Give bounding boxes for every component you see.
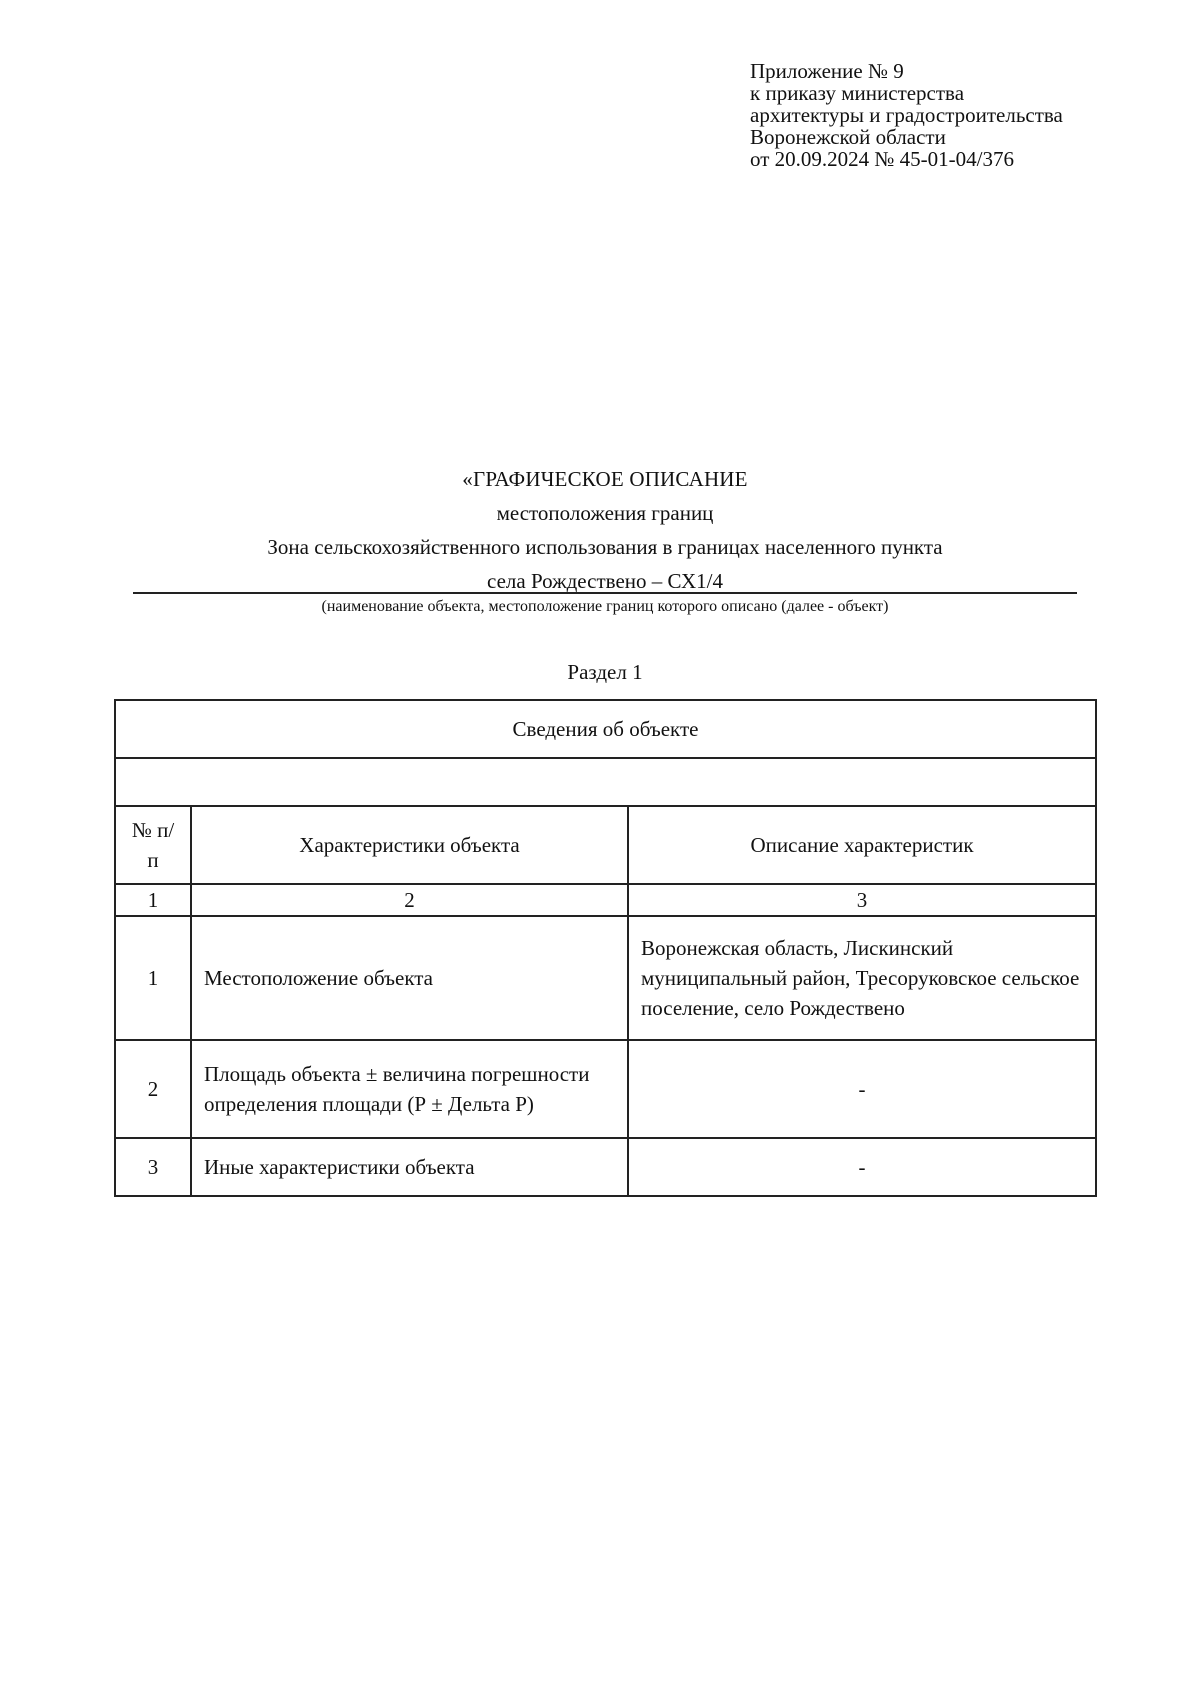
row-description: Воронежская область, Лискинский муниципальный район, Тресоруковское сельское поселение, село Рождествено xyxy=(628,916,1096,1040)
appendix-note xyxy=(750,60,1063,170)
row-description: - xyxy=(628,1040,1096,1138)
header-description: Описание характеристик xyxy=(628,806,1096,884)
row-num: 2 xyxy=(115,1040,191,1138)
object-name-line-2: села Рождествено – СХ1/4 xyxy=(487,569,723,593)
column-number: 3 xyxy=(628,884,1096,916)
column-number: 2 xyxy=(191,884,628,916)
row-num: 3 xyxy=(115,1138,191,1196)
section-label: Раздел 1 xyxy=(567,660,643,684)
title-underline xyxy=(133,592,1077,594)
row-characteristic: Площадь объекта ± величина погрешности определения площади (Р ± Дельта Р) xyxy=(191,1040,628,1138)
column-number: 1 xyxy=(115,884,191,916)
appendix-line: к приказу министерства xyxy=(750,81,965,105)
table-caption-row xyxy=(115,700,1096,758)
document-title-block xyxy=(130,462,1080,598)
header-characteristic: Характеристики объекта xyxy=(191,806,628,884)
title-caption: (наименование объекта, местоположение границ которого описано (далее - объект) xyxy=(321,598,889,615)
table-empty-cell xyxy=(115,758,1096,806)
appendix-line: архитектуры и градостроительства xyxy=(750,103,1063,127)
row-characteristic: Иные характеристики объекта xyxy=(191,1138,628,1196)
appendix-line: Воронежской области xyxy=(750,125,946,149)
table-caption: Сведения об объекте xyxy=(115,700,1096,758)
appendix-line: от 20.09.2024 № 45-01-04/376 xyxy=(750,147,1015,171)
row-description: - xyxy=(628,1138,1096,1196)
document-subtitle: местоположения границ xyxy=(496,501,714,525)
table-empty-row xyxy=(115,758,1096,806)
table-row xyxy=(115,916,1096,1040)
row-num: 1 xyxy=(115,916,191,1040)
table-row xyxy=(115,1040,1096,1138)
object-info-table xyxy=(114,699,1097,1197)
table-header-row xyxy=(115,806,1096,884)
row-characteristic: Местоположение объекта xyxy=(191,916,628,1040)
table-row xyxy=(115,1138,1096,1196)
document-title: «ГРАФИЧЕСКОЕ ОПИСАНИЕ xyxy=(462,467,748,491)
table-column-number-row xyxy=(115,884,1096,916)
object-name-line-1: Зона сельскохозяйственного использования в границах населенного пункта xyxy=(267,535,943,559)
header-num: № п/п xyxy=(115,806,191,884)
appendix-line: Приложение № 9 xyxy=(750,59,904,83)
